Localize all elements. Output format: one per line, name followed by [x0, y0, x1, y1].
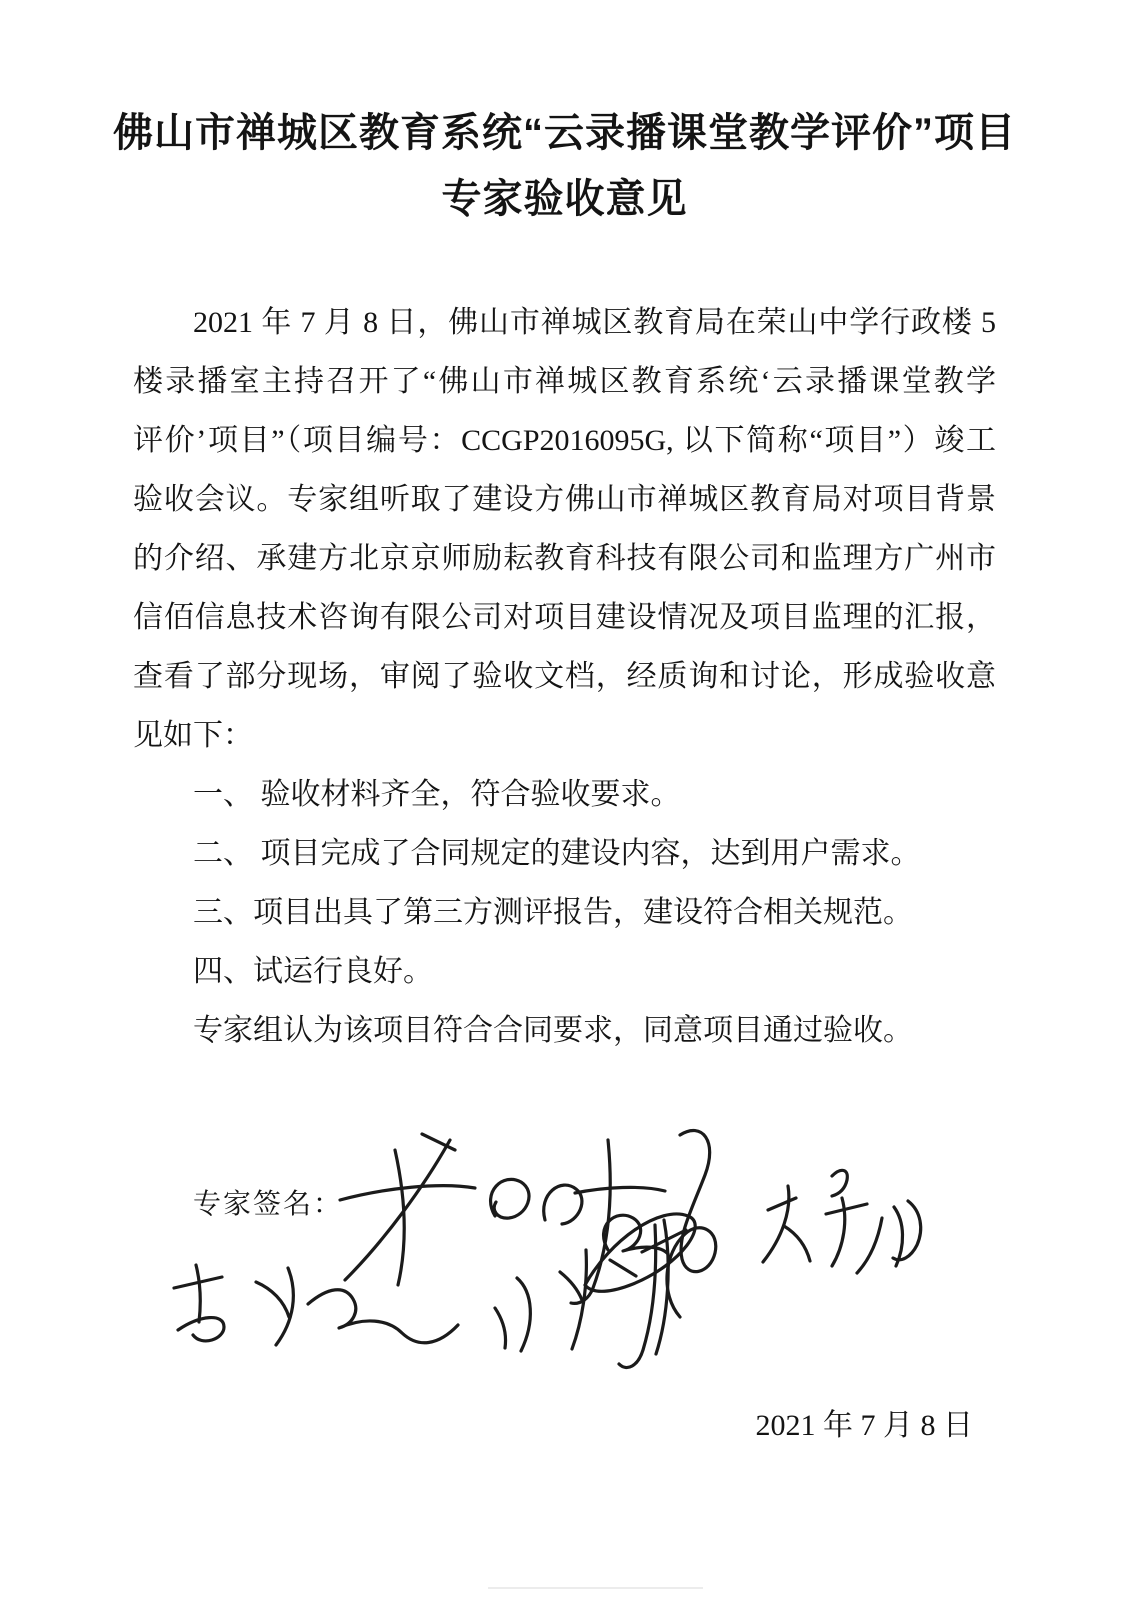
body-line: 见如下： — [133, 719, 253, 752]
body-line: 评价’项目”（项目编号：CCGP2016095G, 以下简称“项目”）竣工 — [133, 424, 996, 457]
body-list-item: 二、 项目完成了合同规定的建设内容，达到用户需求。 — [193, 837, 921, 870]
document-title — [0, 100, 1129, 232]
document-title-line1: 佛山市禅城区教育系统“云录播课堂教学评价”项目 — [113, 111, 1016, 155]
body-list-item: 三、项目出具了第三方测评报告，建设符合相关规范。 — [193, 896, 913, 929]
body-line: 2021 年 7 月 8 日，佛山市禅城区教育局在荣山中学行政楼 5 — [193, 306, 996, 339]
expert-signature-label: 专家签名： — [193, 1189, 344, 1220]
document-title-line2: 专家验收意见 — [441, 177, 688, 221]
body-line: 查看了部分现场，审阅了验收文档，经质询和讨论，形成验收意 — [133, 660, 996, 693]
body-line: 楼录播室主持召开了“佛山市禅城区教育系统‘云录播课堂教学 — [133, 365, 996, 398]
body-line: 验收会议。专家组听取了建设方佛山市禅城区教育局对项目背景 — [133, 483, 996, 516]
body-list-item: 四、试运行良好。 — [193, 955, 433, 988]
date-line: 2021 年 7 月 8 日 — [755, 1409, 973, 1442]
body-conclusion-line: 专家组认为该项目符合合同要求，同意项目通过验收。 — [193, 1014, 913, 1047]
expert-signature-5 — [495, 1220, 686, 1354]
body-line: 的介绍、承建方北京京师励耘教育科技有限公司和监理方广州市 — [133, 542, 996, 575]
expert-signature-1 — [340, 1134, 665, 1303]
body-line: 信佰信息技术咨询有限公司对项目建设情况及项目监理的汇报， — [133, 601, 996, 634]
scan-artifact-line — [488, 1587, 703, 1589]
expert-signatures — [140, 1090, 1040, 1380]
expert-signature-3 — [763, 1170, 921, 1273]
body-list-item: 一、 验收材料齐全，符合验收要求。 — [193, 778, 681, 811]
document-body — [133, 293, 996, 1060]
expert-signature-4 — [174, 1265, 458, 1345]
